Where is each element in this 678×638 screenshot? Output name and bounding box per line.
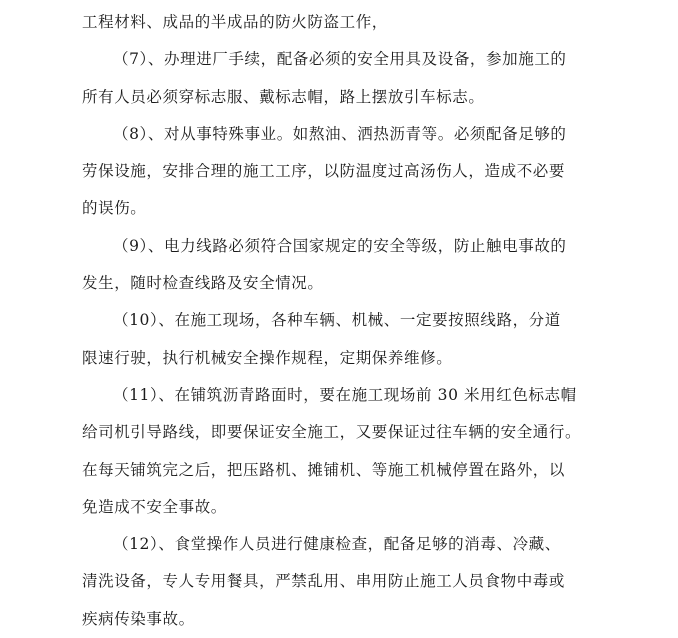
text-line: 的误伤。 [82,199,147,218]
text-line: 在每天铺筑完之后，把压路机、摊铺机、等施工机械停置在路外，以 [82,460,566,479]
text-line: 清洗设备，专人专用餐具，严禁乱用、串用防止施工人员食物中毒或 [82,572,566,591]
document-body [82,4,602,638]
text-line: 给司机引导路线，即要保证安全施工，又要保证过往车辆的安全通行。 [82,423,582,442]
text-line: （10）、在施工现场，各种车辆、机械、一定要按照线路，分道 [113,311,561,330]
text-line: （7）、办理进厂手续，配备必须的安全用具及设备，参加施工的 [113,50,567,69]
text-line: 疾病传染事故。 [82,609,195,628]
text-line: （8）、对从事特殊事业。如熬油、洒热沥青等。必须配备足够的 [113,124,567,143]
text-line: 工程材料、成品的半成品的防火防盗工作， [82,13,388,31]
text-line: 发生，随时检查线路及安全情况。 [82,274,324,293]
text-line: 限速行驶，执行机械安全操作规程，定期保养维修。 [82,348,453,367]
text-line: 免造成不安全事故。 [82,497,227,516]
text-line: （9）、电力线路必须符合国家规定的安全等级，防止触电事故的 [113,236,567,255]
text-line: （12）、食堂操作人员进行健康检查，配备足够的消毒、冷藏、 [113,535,561,554]
text-line: 劳保设施，安排合理的施工工序，以防温度过高汤伤人，造成不必要 [82,162,566,181]
text-line: 所有人员必须穿标志服、戴标志帽，路上摆放引车标志。 [82,87,485,106]
text-line: （11）、在铺筑沥青路面时，要在施工现场前 30 米用红色标志帽 [113,385,577,404]
